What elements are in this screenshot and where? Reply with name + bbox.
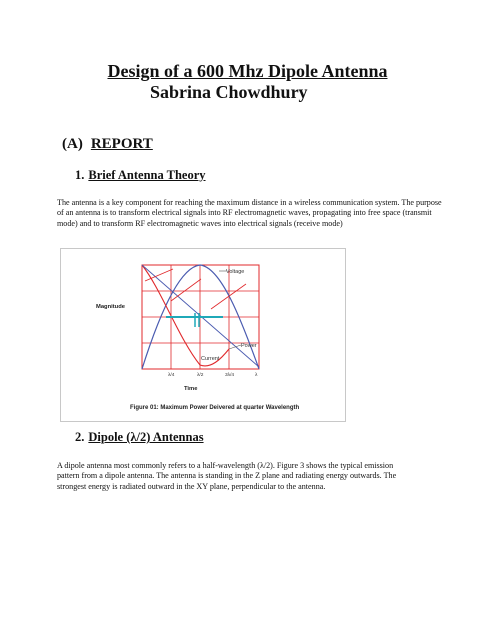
voltage-label: Voltage — [226, 269, 245, 275]
paragraph-dipole: A dipole antenna most commonly refers to a half-wavelength (λ/2). Figure 3 shows the typical emission pattern from a dipole antenna. The antenna is standing in the Z plane and radiating energy outwards. The strongest energy is radiated outward in the XY plane, perpendicular to the antenna. — [57, 461, 397, 491]
paragraph-antenna-theory: The antenna is a key component for reaching the maximum distance in a wireless communication system. The purpose of an antenna is to transform electrical signals into RF electromagnetic waves, propagating into free space (transmit mode) and to transform RF electromagnetic waves into electrical signals (receive mode) — [57, 198, 442, 228]
power-label: Power — [241, 343, 257, 349]
subsection-heading-antenna-theory — [75, 168, 206, 183]
x-tick-label: 3λ/4 — [225, 373, 235, 378]
section-title: REPORT — [90, 136, 153, 152]
subsection-heading-dipole — [75, 430, 204, 445]
subsection-title: Brief Antenna Theory — [88, 168, 206, 182]
x-tick-label: λ — [255, 373, 258, 378]
document-title: Design of a 600 Mhz Dipole Antenna — [107, 61, 388, 81]
x-tick-label: λ/2 — [197, 373, 204, 378]
figure-magnitude-diagram — [60, 248, 346, 422]
figure-caption: Figure 01: Maximum Power Deivered at quarter Wavelength — [130, 405, 300, 411]
x-axis-label: Time — [184, 386, 198, 392]
section-heading-report — [62, 136, 153, 153]
subsection-title: Dipole (λ/2) Antennas — [88, 430, 204, 444]
current-curve — [142, 265, 229, 366]
x-tick-label: λ/4 — [168, 373, 175, 378]
power-curve — [145, 269, 246, 309]
figure-svg — [61, 249, 345, 421]
section-label: (A) — [62, 136, 83, 152]
subsection-number: 2. — [75, 430, 85, 444]
current-label: Current — [201, 356, 220, 362]
document-author: Sabrina Chowdhury — [150, 82, 308, 102]
y-axis-label: Magnitude — [96, 304, 125, 310]
subsection-number: 1. — [75, 168, 85, 182]
